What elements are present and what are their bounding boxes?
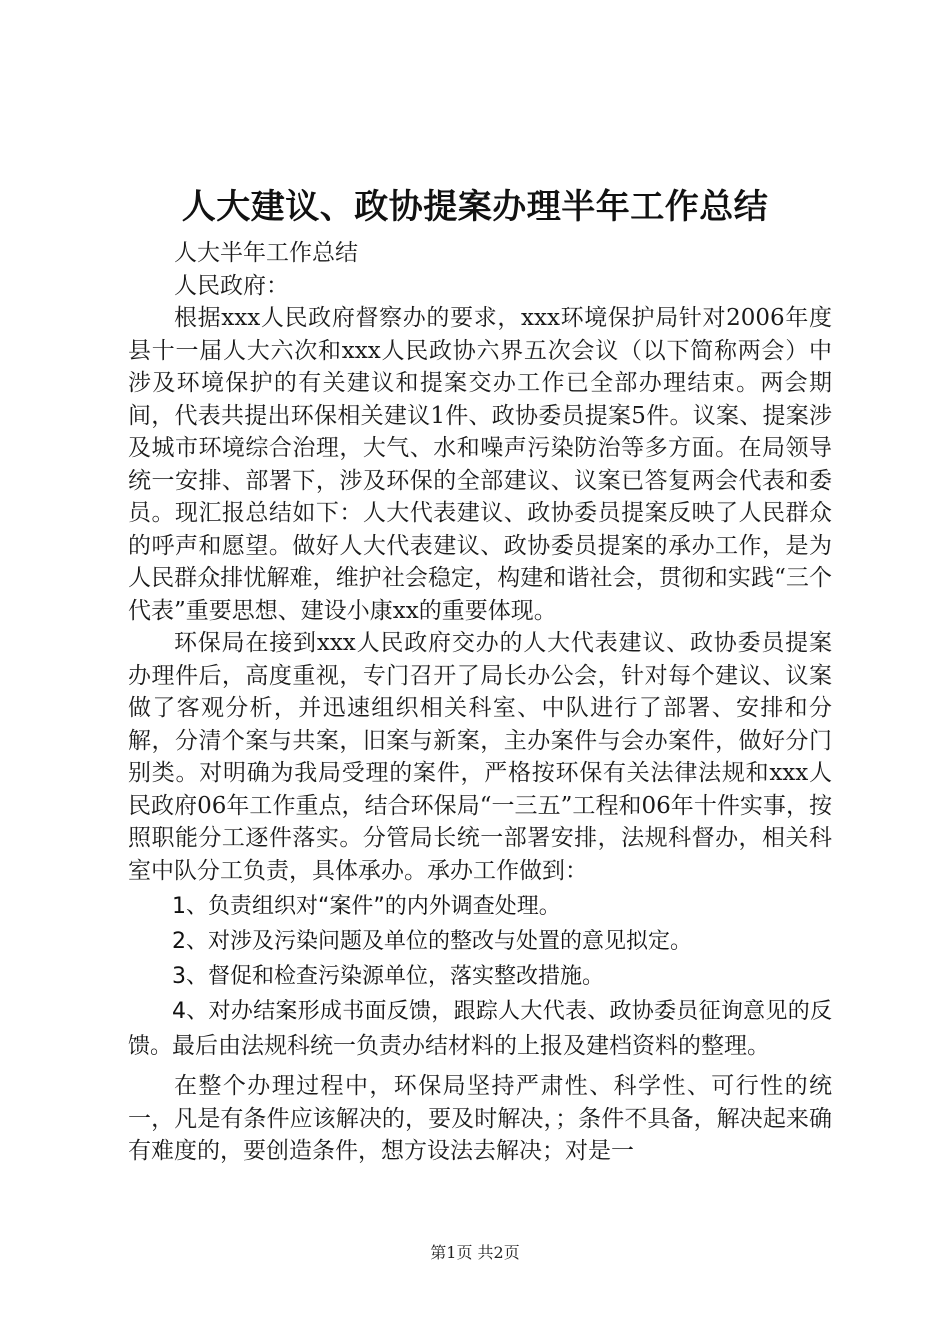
paragraph-2: 环保局在接到xxx人民政府交办的人大代表建议、政协委员提案办理件后，高度重视，专门召开了局长办公会，针对每个建议、议案做了客观分析，并迅速组织相关科室、中队进行了部署、安排和分解，分清个案与共案，旧案与新案，主办案件与会办案件，做好分门别类。对明确为我局受理的案件，严格按环保有关法律法规和xxx人民政府06年工作重点，结合环保局“一三五”工程和06年十件实事，按照职能分工逐件落实。分管局长统一部署安排，法规科督办，相关科室中队分工负责，具体承办。承办工作做到：: [128, 630, 832, 884]
document-subtitle: 人大半年工作总结: [174, 240, 358, 266]
list-item-4: 4、对办结案形成书面反馈，跟踪人大代表、政协委员征询意见的反馈。: [128, 999, 832, 1059]
list-item-1: 1、负责组织对“案件”的内外调查处理。: [172, 894, 561, 919]
list-item-4-tail: 最后由法规科统一负责办结材料的上报及建档资料的整理。: [172, 1033, 771, 1059]
paragraph-3: 在整个办理过程中，环保局坚持严肃性、科学性、可行性的统一，凡是有条件应该解决的，要及时解决，；条件不具备，解决起来确有难度的，要创造条件，想方设法去解决；对是一: [128, 1073, 832, 1164]
list-item-4-container: [128, 994, 832, 1064]
document-title: 人大建议、政协提案办理半年工作总结: [181, 187, 769, 227]
list-item-2: 2、对涉及污染问题及单位的整改与处置的意见拟定。: [172, 929, 692, 954]
salutation: 人民政府：: [174, 272, 289, 299]
paragraph-1: 根据xxx人民政府督察办的要求，xxx环境保护局针对2006年度县十一届人大六次和xxx人民政协六界五次会议（以下简称两会）中涉及环境保护的有关建议和提案交办工作已全部办理结束。两会期间，代表共提出环保相关建议1件、政协委员提案5件。议案、提案涉及城市环境综合治理，大气、水和噪声污染防治等多方面。在局领导统一安排、部署下，涉及环保的全部建议、议案已答复两会代表和委员。现汇报总结如下：人大代表建议、政协委员提案反映了人民群众的呼声和愿望。做好人大代表建议、政协委员提案的承办工作，是为人民群众排忧解难，维护社会稳定，构建和谐社会，贯彻和实践“三个代表”重要思想、建设小康xx的重要体现。: [128, 305, 832, 624]
page-number: 第1页 共2页: [430, 1243, 520, 1262]
document-body: [128, 237, 832, 1168]
list-item-3: 3、督促和检查污染源单位，落实整改措施。: [172, 964, 604, 989]
